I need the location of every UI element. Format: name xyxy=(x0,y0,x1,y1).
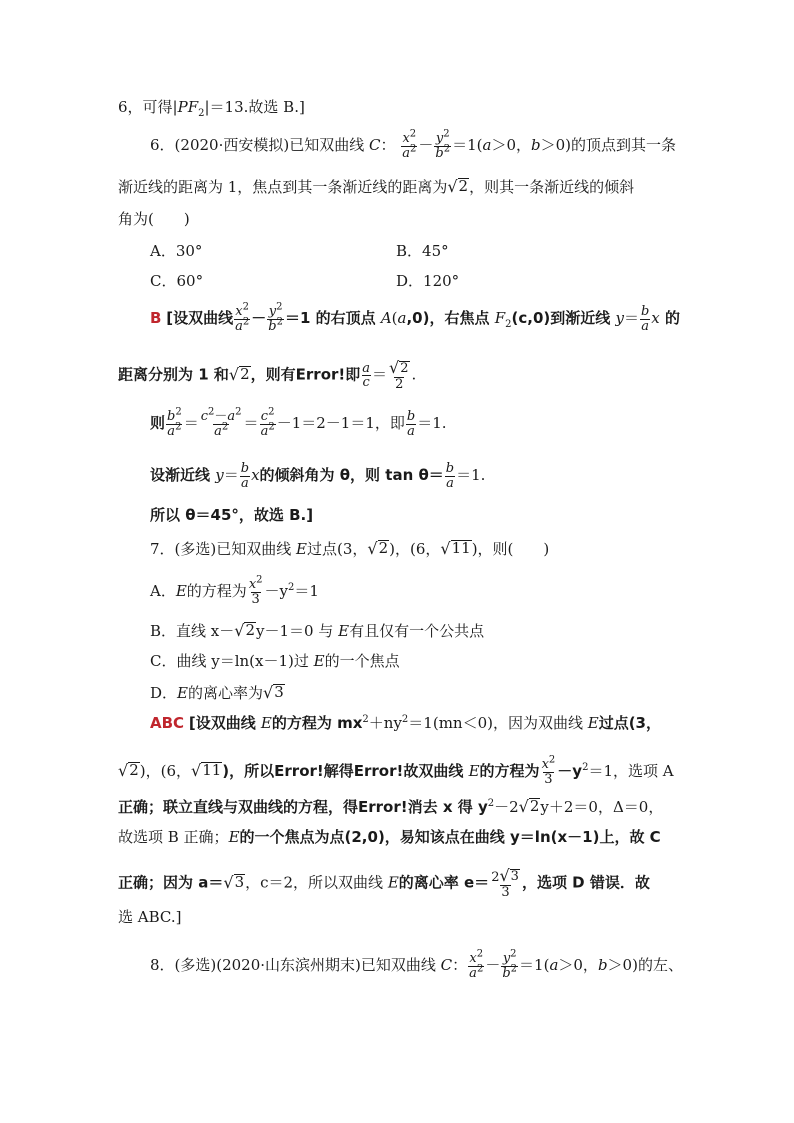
fraction: $\frac{c^2}{a^2}$ xyxy=(260,406,275,439)
answer-7-line6: 选 ABC.] xyxy=(118,908,182,926)
fraction: $\frac{b}{a}$ xyxy=(640,304,650,334)
question-7-stem: 7．(多选)已知双曲线 E过点(3， √ 2 )，(6， √ 11 )，则( ) xyxy=(150,538,550,558)
answer-7-line3: 正确；联立直线与双曲线的方程，得Error!消去 x 得 $y^2-2$ √ 2 y＋2＝0，Δ＝0， xyxy=(118,796,664,816)
option-7c: C．曲线 y＝ln(x－1)过 E的一个焦点 xyxy=(150,652,400,670)
answer-7-line2: √ 2 )，(6， √ 11 )，所以Error!解得Error!故双曲线 E的方程为 $\frac{x^2}{3}$ $-y^2=1$，选项 A xyxy=(118,754,674,787)
answer-6-line4: 设渐近线 y＝ $\frac{b}{a}$ x的倾斜角为 θ，则 tan θ＝ $\frac{b}{a}$ ＝1. xyxy=(150,461,486,491)
option-a: A．30° xyxy=(150,242,203,260)
option-7a: A．E的方程为 $\frac{x^2}{3}$ $-y^2=1$ xyxy=(150,574,319,607)
answer-7-line1: ABC [设双曲线 E的方程为 $mx^2+ny^2=1(mn<0)$，因为双曲线 E过点(3， xyxy=(150,714,661,732)
fraction: $\frac{y^2}{b^2}$ xyxy=(502,948,518,981)
sqrt: √ 2 xyxy=(228,364,250,384)
option-d: D．120° xyxy=(396,272,460,290)
fraction: $\frac{x^2}{a^2}$ xyxy=(469,948,484,981)
fraction: $\frac{x^2}{3}$ xyxy=(541,754,556,787)
fraction: $\frac{x^2}{3}$ xyxy=(248,574,263,607)
answer-7-line5: 正确；因为 a＝ √ 3 ，c＝2，所以双曲线 E的离心率 e＝ 2 √ 3 3 ，选项 D 错误．故 xyxy=(118,866,650,900)
option-7b: B．直线 x－ √ 2 y－1＝0 与 E有且仅有一个公共点 xyxy=(150,620,485,640)
sqrt: √ 2 xyxy=(447,176,469,196)
fraction: √ 2 2 xyxy=(389,358,409,392)
option-c: C．60° xyxy=(150,272,204,290)
fraction: $\frac{x^2}{a^2}$ xyxy=(402,128,417,161)
fraction: $\frac{x^2}{a^2}$ xyxy=(235,301,250,334)
answer-6-line5: 所以 θ＝45°，故选 B.] xyxy=(150,506,314,524)
text-line: 6，可得$|PF_2|=13$.故选 B.] xyxy=(118,98,305,119)
question-6-line2: 渐近线的距离为 1，焦点到其一条渐近线的距离为 √ 2 ，则其一条渐近线的倾斜 xyxy=(118,176,635,196)
fraction: $\frac{a}{c}$ xyxy=(362,360,371,391)
fraction: $\frac{b}{a}$ xyxy=(406,409,416,439)
answer-6-line3: 则 $\frac{b^2}{a^2}$ ＝ $\frac{c^2-a^2}{a^2}$ ＝ $\frac{c^2}{a^2}$ －1＝2－1＝1，即 $\frac{b}{a}$ ＝1. xyxy=(150,406,447,439)
fraction: $\frac{b}{a}$ xyxy=(240,461,250,491)
fraction: $\frac{c^2-a^2}{a^2}$ xyxy=(200,406,242,439)
fraction: $\frac{y^2}{b^2}$ xyxy=(268,301,283,334)
option-b: B．45° xyxy=(396,242,449,260)
question-6-line3: 角为( ) xyxy=(118,210,190,228)
question-8-stem: 8．(多选)(2020·山东滨州期末)已知双曲线 C： $\frac{x^2}{a^2}$ － $\frac{y^2}{b^2}$ ＝1(a＞0，b＞0)的左、 xyxy=(150,948,683,981)
answer-7-line4: 故选项 B 正确；E的一个焦点为点(2,0)，易知该点在曲线 y＝ln(x－1)上，故 C xyxy=(118,828,661,846)
fraction: $\frac{b^2}{a^2}$ xyxy=(167,406,182,439)
answer-6-line2: 距离分别为 1 和 √ 2 ，则有Error!即 $\frac{a}{c}$ ＝ √ 2 2 . xyxy=(118,358,417,392)
fraction: $\frac{b}{a}$ xyxy=(445,461,455,491)
fraction: 2 √ 3 3 xyxy=(491,866,519,900)
fraction: $\frac{y^2}{b^2}$ xyxy=(435,128,451,161)
answer-6-line1: B [设双曲线 $\frac{x^2}{a^2}$ － $\frac{y^2}{b^2}$ ＝1 的右顶点 A(a,0)，右焦点 $F_2(c,0)$到渐近线 y＝ $\frac{b}{a}$ x 的 xyxy=(150,301,680,334)
option-7d: D．E的离心率为 √ 3 xyxy=(150,682,284,702)
question-6-stem: 6．(2020·西安模拟)已知双曲线 C： $\frac{x^2}{a^2}$ － $\frac{y^2}{b^2}$ ＝1(a＞0，b＞0)的顶点到其一条 xyxy=(150,128,677,161)
